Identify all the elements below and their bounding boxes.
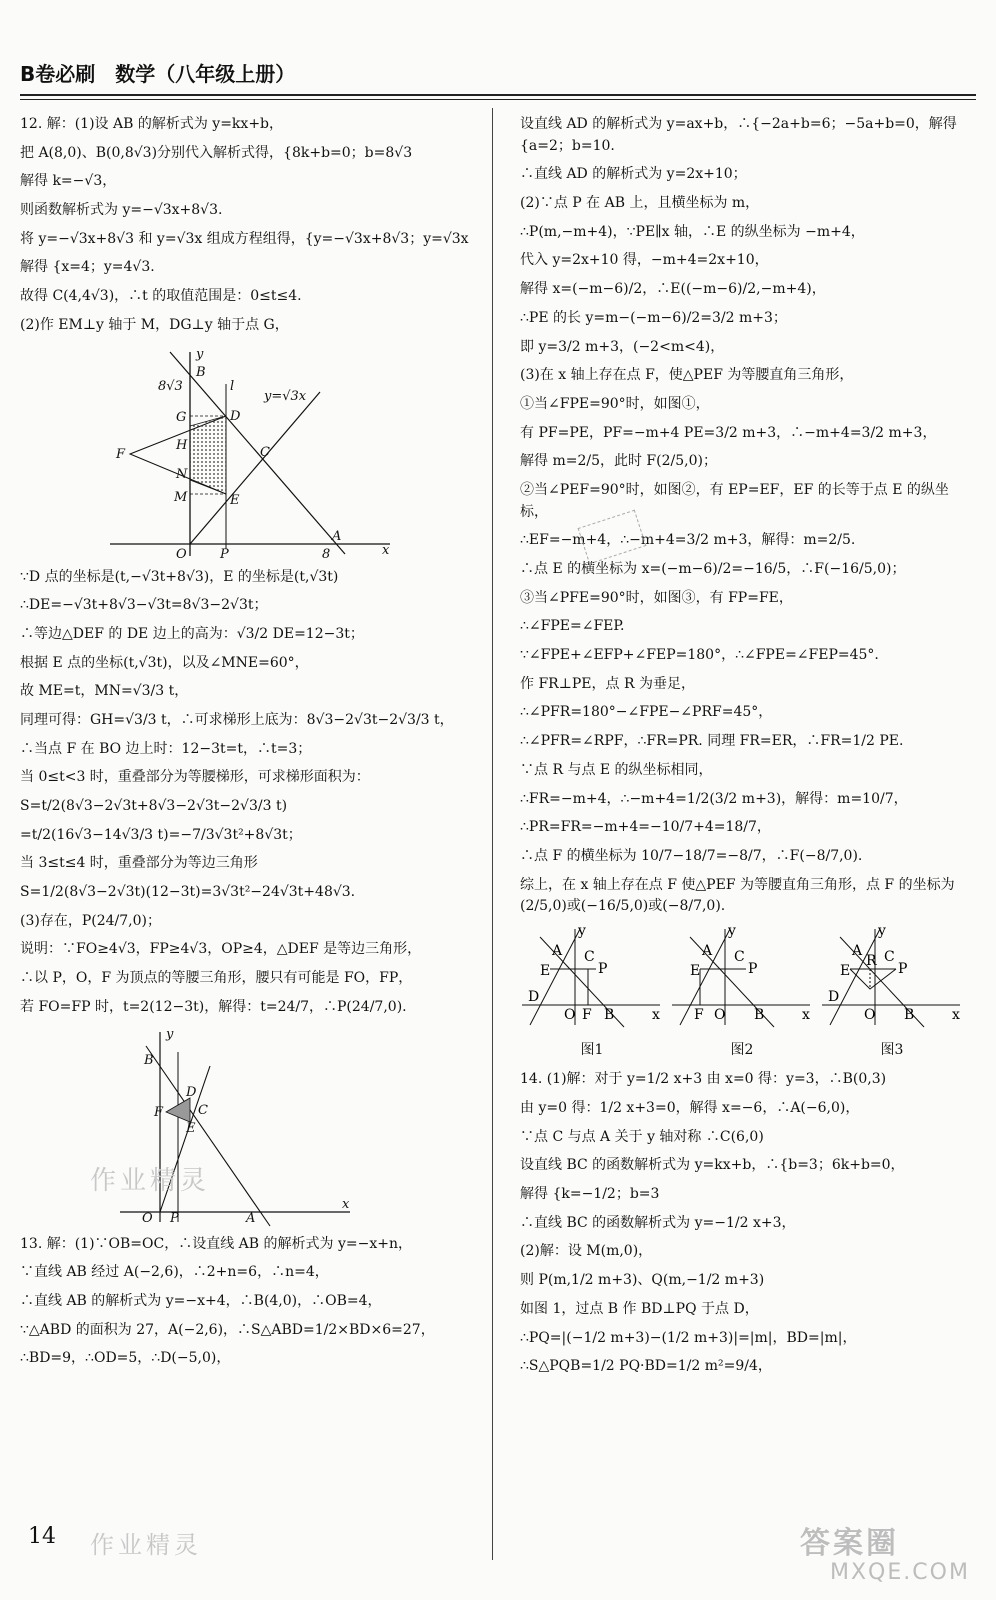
q14-line: 设直线 BC 的函数解析式为 y=kx+b，∴{b=3；6k+b=0， bbox=[520, 1157, 905, 1174]
fig1-y-label: y bbox=[196, 346, 204, 362]
fig1-F: F bbox=[116, 446, 126, 462]
fig-a-A: A bbox=[552, 942, 563, 959]
q13-line: ∴点 E 的横坐标为 x=(−m−6)/2=−16/5，∴F(−16/5,0)； bbox=[520, 561, 906, 577]
fig1-ytick: 8√3 bbox=[158, 378, 183, 394]
q12-line: 根据 E 点的坐标(t,√3t)，以及∠MNE=60°， bbox=[20, 654, 309, 671]
figure-1 bbox=[520, 922, 664, 1061]
fig-b-x: x bbox=[802, 1006, 810, 1023]
fig2-P: P bbox=[170, 1210, 179, 1226]
q12-line: 同理可得：GH=√3/3 t，∴可求梯形上底为：8√3−2√3t−2√3/3 t， bbox=[20, 711, 454, 728]
fig1-xtick: 8 bbox=[322, 546, 331, 562]
figure-group-q13 bbox=[520, 922, 976, 1061]
q12-line: ∵D 点的坐标是(t,−√3t+8√3)，E 的坐标是(t,√3t) bbox=[20, 568, 339, 585]
fig2-D: D bbox=[186, 1084, 197, 1100]
q13-line: ∴∠PFR=180°−∠FPE−∠PRF=45°， bbox=[520, 704, 773, 721]
q12-line: ∴以 P，O，F 为顶点的等腰三角形，腰只有可能是 FO，FP， bbox=[20, 970, 413, 987]
fig-a-F: F bbox=[582, 1006, 592, 1023]
q13-line: ∴PE 的长 y=m−(−m−6)/2=3/2 m+3； bbox=[520, 309, 787, 326]
fig-a-P: P bbox=[598, 960, 608, 977]
q13-line: 解得 m=2/5，此时 F(2/5,0)； bbox=[520, 453, 717, 470]
q13-line: ∴FR=−m+4，∴−m+4=1/2(3/2 m+3)，解得：m=10/7， bbox=[520, 790, 908, 807]
q14-line: 如图 1，过点 B 作 BD⊥PQ 于点 D， bbox=[520, 1300, 759, 1317]
fig2-A: A bbox=[246, 1210, 256, 1226]
q13-line: ∵点 R 与点 E 的纵坐标相同， bbox=[520, 761, 713, 778]
fig-c-A: A bbox=[852, 942, 863, 959]
q12-line: =t/2(16√3−14√3/3 t)=−7/3√3t²+8√3t； bbox=[20, 826, 302, 843]
q13-line: ∵直线 AB 经过 A(−2,6)，∴2+n=6，∴n=4， bbox=[20, 1264, 329, 1281]
fig-c-E: E bbox=[840, 962, 851, 979]
q14-line: ∴PQ=|(−1/2 m+3)−(1/2 m+3)|=|m|，BD=|m|， bbox=[520, 1329, 857, 1346]
q13-line: ∵△ABD 的面积为 27，A(−2,6)，∴S△ABD=1/2×BD×6=27， bbox=[20, 1321, 435, 1338]
fig-c-O: O bbox=[864, 1006, 876, 1023]
fig-c-y: y bbox=[878, 922, 886, 939]
q13-line: ∴∠PFR=∠RPF，∴FR=PR. 同理 FR=ER，∴FR=1/2 PE. bbox=[520, 733, 904, 750]
watermark-url: MXQE.COM bbox=[830, 1560, 970, 1585]
q12-line: S=1/2(8√3−2√3t)(12−3t)=3√3t²−24√3t+48√3. bbox=[20, 884, 356, 901]
fig1-H: H bbox=[176, 437, 188, 453]
q12-line: 故 ME=t，MN=√3/3 t， bbox=[20, 683, 189, 700]
fig-a-C: C bbox=[584, 948, 595, 965]
fig2-F: F bbox=[154, 1104, 164, 1120]
q12-line: 若 FO=FP 时，t=2(12−3t)，解得：t=24/7，∴P(24/7,0). bbox=[20, 998, 407, 1015]
q12-line: ∴等边△DEF 的 DE 边上的高为：√3/2 DE=12−3t； bbox=[20, 625, 364, 642]
q12-line: 12. 解：(1)设 AB 的解析式为 y=kx+b， bbox=[20, 116, 284, 132]
q12-line: 解得 {x=4；y=4√3. bbox=[20, 259, 155, 276]
watermark-bottom: 作业精灵 bbox=[90, 1531, 202, 1559]
q13-line: ∴PR=FR=−m+4=−10/7+4=18/7， bbox=[520, 819, 771, 836]
q14-line: 由 y=0 得：1/2 x+3=0，解得 x=−6，∴A(−6,0)， bbox=[520, 1100, 860, 1116]
q14-line: ∴S△PQB=1/2 PQ·BD=1/2 m²=9/4， bbox=[520, 1358, 772, 1375]
fig2-B: B bbox=[144, 1052, 154, 1068]
q12-line: 当 0≤t<3 时，重叠部分为等腰梯形，可求梯形面积为： bbox=[20, 769, 370, 786]
fig-b-B: B bbox=[754, 1006, 765, 1023]
figure-2-caption: 图2 bbox=[730, 1041, 754, 1058]
q13-line: 即 y=3/2 m+3，(−2<m<4)， bbox=[520, 338, 725, 355]
page-header-title: B卷必刷 数学（八年级上册） bbox=[20, 62, 296, 86]
q12-line: 说明：∵FO≥4√3，FP≥4√3，OP≥4，△DEF 是等边三角形， bbox=[20, 941, 422, 958]
q13-line: ∴直线 AD 的解析式为 y=2x+10； bbox=[520, 166, 747, 183]
fig2-y-label: y bbox=[166, 1026, 174, 1042]
q12-line: (2)作 EM⊥y 轴于 M，DG⊥y 轴于点 G， bbox=[20, 316, 289, 333]
q14-line: 则 P(m,1/2 m+3)、Q(m,−1/2 m+3) bbox=[520, 1272, 765, 1289]
fig1-E: E bbox=[230, 492, 240, 508]
fig1-B: B bbox=[196, 364, 206, 380]
fig-b-y: y bbox=[728, 922, 736, 939]
q12-line: S=t/2(8√3−2√3t+8√3−2√3t−2√3/3 t) bbox=[20, 798, 288, 814]
fig-a-B: B bbox=[604, 1006, 615, 1023]
fig-c-D: D bbox=[828, 988, 840, 1005]
figure-3 bbox=[820, 922, 964, 1061]
fig1-C: C bbox=[260, 444, 270, 460]
q13-line: ∴直线 AB 的解析式为 y=−x+4，∴B(4,0)，∴OB=4， bbox=[20, 1292, 382, 1309]
q13-line: ∴点 F 的横坐标为 10/7−18/7=−8/7，∴F(−8/7,0). bbox=[520, 847, 863, 864]
fig1-G: G bbox=[176, 409, 187, 425]
q14-line: 14. (1)解：对于 y=1/2 x+3 由 x=0 得：y=3，∴B(0,3) bbox=[520, 1071, 887, 1088]
fig-b-C: C bbox=[734, 948, 745, 965]
column-divider bbox=[492, 108, 493, 1560]
right-column bbox=[520, 114, 976, 1385]
q13-line: ②当∠PEF=90°时，如图②，有 EP=EF，EF 的长等于点 E 的纵坐标， bbox=[520, 481, 949, 520]
figure-1-caption: 图1 bbox=[580, 1041, 604, 1058]
q12-line: ∴DE=−√3t+8√3−√3t=8√3−2√3t； bbox=[20, 597, 268, 614]
q13-line: ③当∠PFE=90°时，如图③，有 FP=FE， bbox=[520, 589, 793, 606]
fig1-D: D bbox=[230, 408, 241, 424]
q14-line: ∴直线 BC 的函数解析式为 y=−1/2 x+3， bbox=[520, 1214, 796, 1231]
fig2-O: O bbox=[142, 1210, 153, 1226]
fig-b-F: F bbox=[694, 1006, 704, 1023]
q13-line: 综上，在 x 轴上存在点 F 使△PEF 为等腰直角三角形，点 F 的坐标为(2/5,0)或(−16/5,0)或(−8/7,0). bbox=[520, 876, 955, 915]
fig1-l: l bbox=[230, 378, 235, 394]
fig1-A: A bbox=[332, 528, 342, 544]
q13-line: 作 FR⊥PE，点 R 为垂足， bbox=[520, 675, 695, 692]
q13-line: (2)∵点 P 在 AB 上，且横坐标为 m， bbox=[520, 195, 760, 212]
fig-a-y: y bbox=[578, 922, 586, 939]
fig-c-B: B bbox=[904, 1006, 915, 1023]
q13-line: 有 PF=PE，PF=−m+4 PE=3/2 m+3，∴−m+4=3/2 m+3， bbox=[520, 424, 937, 441]
fig-b-O: O bbox=[714, 1006, 726, 1023]
header-rule bbox=[20, 94, 976, 100]
q13-line: 代入 y=2x+10 得，−m+4=2x+10， bbox=[520, 252, 769, 269]
figure-2 bbox=[670, 922, 814, 1061]
fig-b-A: A bbox=[702, 942, 713, 959]
fig2-E: E bbox=[186, 1120, 196, 1136]
fig-c-R: R bbox=[866, 952, 877, 969]
fig2-x-label: x bbox=[342, 1196, 350, 1212]
figure-q12-part3 bbox=[20, 1026, 480, 1226]
watermark-logo: 答案圈 bbox=[800, 1526, 899, 1561]
q14-line: (2)解：设 M(m,0)， bbox=[520, 1243, 653, 1260]
q12-line: 故得 C(4,4√3)，∴t 的取值范围是：0≤t≤4. bbox=[20, 288, 302, 305]
fig-c-P: P bbox=[898, 960, 908, 977]
q13-line: 解得 x=(−m−6)/2，∴E((−m−6)/2,−m+4)， bbox=[520, 281, 826, 298]
page-number: 14 bbox=[28, 1524, 56, 1549]
fig-a-E: E bbox=[540, 962, 551, 979]
fig-a-D: D bbox=[528, 988, 540, 1005]
fig-b-P: P bbox=[748, 960, 758, 977]
q12-line: 把 A(8,0)、B(0,8√3)分别代入解析式得，{8k+b=0；b=8√3 bbox=[20, 144, 413, 161]
left-column bbox=[20, 114, 480, 1377]
q13-line: ∴BD=9，∴OD=5，∴D(−5,0)， bbox=[20, 1350, 231, 1367]
fig-c-x: x bbox=[952, 1006, 960, 1023]
q12-line: 当 3≤t≤4 时，重叠部分为等边三角形 bbox=[20, 855, 258, 872]
q13-line: ∴P(m,−m+4)，∵PE∥x 轴，∴E 的纵坐标为 −m+4， bbox=[520, 223, 865, 240]
q12-line: ∴当点 F 在 BO 边上时：12−3t=t，∴t=3； bbox=[20, 740, 312, 757]
fig1-N: N bbox=[176, 466, 188, 482]
q13-line: ∵∠FPE+∠EFP+∠FEP=180°，∴∠FPE=∠FEP=45°. bbox=[520, 647, 879, 664]
fig-a-x: x bbox=[652, 1006, 660, 1023]
q12-line: 则函数解析式为 y=−√3x+8√3. bbox=[20, 202, 223, 219]
fig-c-C: C bbox=[884, 948, 895, 965]
fig1-line-label: y=√3x bbox=[264, 388, 307, 404]
q14-line: ∵点 C 与点 A 关于 y 轴对称 ∴C(6,0) bbox=[520, 1128, 764, 1145]
fig-a-O: O bbox=[564, 1006, 576, 1023]
fig-b-E: E bbox=[690, 962, 701, 979]
q13-line: ∴EF=−m+4，∴−m+4=3/2 m+3，解得：m=2/5. bbox=[520, 532, 856, 549]
q13-line: 13. 解：(1)∵OB=OC，∴设直线 AB 的解析式为 y=−x+n， bbox=[20, 1235, 412, 1252]
q13-line: ∴∠FPE=∠FEP. bbox=[520, 618, 625, 635]
q13-line: (3)在 x 轴上存在点 F，使△PEF 为等腰直角三角形， bbox=[520, 367, 854, 384]
fig1-O: O bbox=[176, 546, 187, 562]
figure-q12-main bbox=[20, 344, 480, 562]
q12-line: (3)存在，P(24/7,0)； bbox=[20, 912, 161, 929]
figure-3-caption: 图3 bbox=[880, 1041, 904, 1058]
q13-line: ①当∠FPE=90°时，如图①， bbox=[520, 395, 710, 412]
q12-line: 将 y=−√3x+8√3 和 y=√3x 组成方程组得，{y=−√3x+8√3；y=√3x bbox=[20, 230, 469, 247]
q13-line: 设直线 AD 的解析式为 y=ax+b，∴{−2a+b=6；−5a+b=0，解得 {a=2；b=10. bbox=[520, 116, 957, 154]
fig1-x-label: x bbox=[382, 542, 390, 558]
fig1-M: M bbox=[174, 489, 188, 505]
q12-line: 解得 k=−√3， bbox=[20, 173, 117, 190]
fig2-C: C bbox=[198, 1102, 208, 1118]
q14-line: 解得 {k=−1/2；b=3 bbox=[520, 1186, 660, 1203]
fig1-P: P bbox=[220, 546, 229, 562]
watermark-left: 作业精灵 bbox=[90, 1166, 211, 1196]
